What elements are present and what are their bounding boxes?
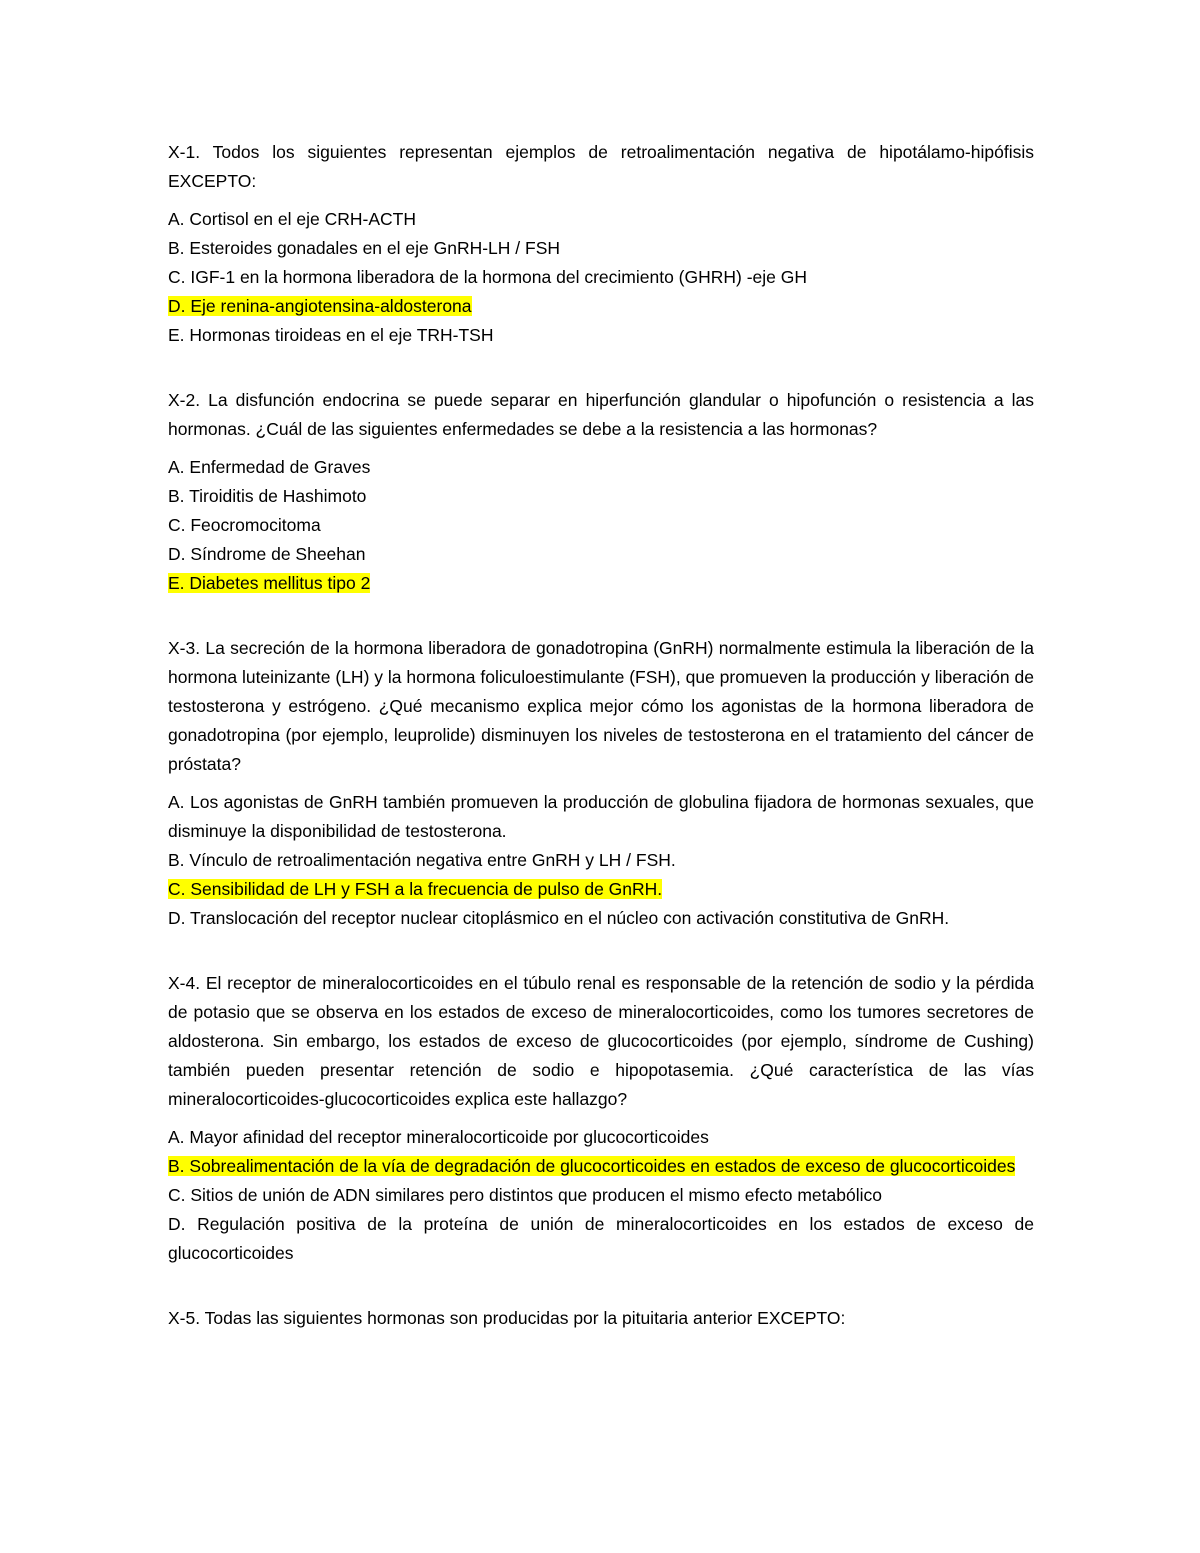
- question-list: [168, 138, 1034, 1369]
- option-2a: [168, 453, 1034, 482]
- question-stem-3: X-3. La secreción de la hormona liberadora de gonadotropina (GnRH) normalmente estimula la liberación de la hormona luteinizante (LH) y la hormona foliculoestimulante (FSH), que promueven la producción y liberación de testosterona y estrógeno. ¿Qué mecanismo explica mejor cómo los agonistas de la hormona liberadora de gonadotropina (por ejemplo, leuprolide) disminuyen los niveles de testosterona en el tratamiento del cáncer de próstata?: [168, 638, 1034, 774]
- option-4d: [168, 1210, 1034, 1268]
- question-stem-4: X-4. El receptor de mineralocorticoides en el túbulo renal es responsable de la retención de sodio y la pérdida de potasio que se observa en los estados de exceso de mineralocorticoides, como los tumores secretores de aldosterona. Sin embargo, los estados de exceso de glucocorticoides (por ejemplo, síndrome de Cushing) también pueden presentar retención de sodio e hipopotasemia. ¿Qué característica de las vías mineralocorticoides-glucocorticoides explica este hallazgo?: [168, 973, 1034, 1109]
- question-stem-1: X-1. Todos los siguientes representan ejemplos de retroalimentación negativa de hipotálamo-hipófisis EXCEPTO:: [168, 142, 1034, 191]
- option-text: C. Feocromocitoma: [168, 515, 321, 535]
- option-4c: [168, 1181, 1034, 1210]
- question-block-2: [168, 386, 1034, 598]
- option-text: A. Cortisol en el eje CRH-ACTH: [168, 209, 416, 229]
- option-2b: [168, 482, 1034, 511]
- option-text: D. Translocación del receptor nuclear citoplásmico en el núcleo con activación constitutiva de GnRH.: [168, 908, 950, 928]
- option-3a: [168, 788, 1034, 846]
- options-list-2: [168, 453, 1034, 598]
- option-text: D. Síndrome de Sheehan: [168, 544, 366, 564]
- option-2e-correct: [168, 569, 1034, 598]
- option-1a: [168, 205, 1034, 234]
- options-list-4: [168, 1123, 1034, 1268]
- option-1e: [168, 321, 1034, 350]
- option-3d: [168, 904, 1034, 933]
- question-block-5: [168, 1304, 1034, 1333]
- options-list-3: [168, 788, 1034, 933]
- question-block-1: [168, 138, 1034, 350]
- option-2c: [168, 511, 1034, 540]
- option-text: E. Hormonas tiroideas en el eje TRH-TSH: [168, 325, 494, 345]
- highlighted-answer: E. Diabetes mellitus tipo 2: [168, 573, 371, 593]
- option-text: C. Sitios de unión de ADN similares pero distintos que producen el mismo efecto metabólico: [168, 1185, 882, 1205]
- question-block-4: [168, 969, 1034, 1268]
- question-stem-5: X-5. Todas las siguientes hormonas son producidas por la pituitaria anterior EXCEPTO:: [168, 1308, 846, 1328]
- option-text: B. Vínculo de retroalimentación negativa entre GnRH y LH / FSH.: [168, 850, 676, 870]
- highlighted-answer: C. Sensibilidad de LH y FSH a la frecuencia de pulso de GnRH.: [168, 879, 663, 899]
- option-text: D. Regulación positiva de la proteína de unión de mineralocorticoides en los estados de exceso de glucocorticoides: [168, 1214, 1034, 1263]
- option-4b-correct: [168, 1152, 1034, 1181]
- option-1b: [168, 234, 1034, 263]
- option-text: A. Los agonistas de GnRH también promueven la producción de globulina fijadora de hormonas sexuales, que disminuye la disponibilidad de testosterona.: [168, 792, 1034, 841]
- option-text: A. Mayor afinidad del receptor mineralocorticoide por glucocorticoides: [168, 1127, 709, 1147]
- question-block-3: [168, 634, 1034, 933]
- option-text: B. Tiroiditis de Hashimoto: [168, 486, 367, 506]
- highlighted-answer: B. Sobrealimentación de la vía de degradación de glucocorticoides en estados de exceso de glucocorticoides: [168, 1156, 1016, 1176]
- option-3b: [168, 846, 1034, 875]
- options-list-1: [168, 205, 1034, 350]
- option-text: A. Enfermedad de Graves: [168, 457, 371, 477]
- option-2d: [168, 540, 1034, 569]
- question-stem-2: X-2. La disfunción endocrina se puede separar en hiperfunción glandular o hipofunción o resistencia a las hormonas. ¿Cuál de las siguientes enfermedades se debe a la resistencia a las hormonas?: [168, 390, 1034, 439]
- option-1d-correct: [168, 292, 1034, 321]
- option-3c-correct: [168, 875, 1034, 904]
- option-4a: [168, 1123, 1034, 1152]
- option-text: B. Esteroides gonadales en el eje GnRH-LH / FSH: [168, 238, 560, 258]
- highlighted-answer: D. Eje renina-angiotensina-aldosterona: [168, 296, 472, 316]
- option-1c: [168, 263, 1034, 292]
- option-text: C. IGF-1 en la hormona liberadora de la hormona del crecimiento (GHRH) -eje GH: [168, 267, 808, 287]
